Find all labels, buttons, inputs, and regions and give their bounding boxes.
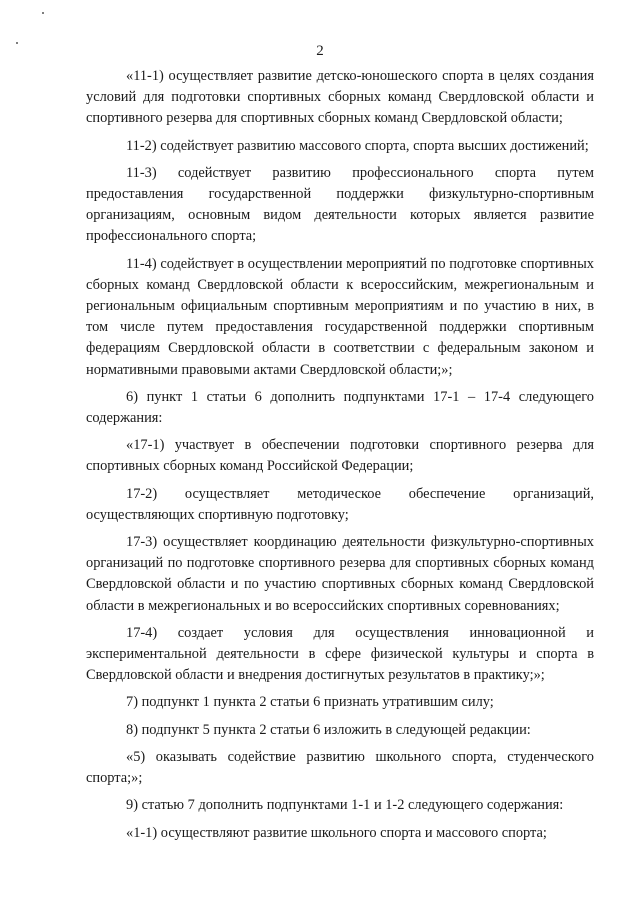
paragraph-17-1: «17-1) участвует в обеспечении подготовки спортивного резерва для спортивных сборных команд Российской Федерации; <box>86 437 594 475</box>
paragraph-11-3: 11-3) содействует развитию профессионального спорта путем предоставления государственной поддержки физкультурно-спортивным организациям, основным видом деятельности которых является развитие профессионального спорта; <box>86 164 594 245</box>
paragraph-item-8: 8) подпункт 5 пункта 2 статьи 6 изложить в следующей редакции: <box>126 721 531 738</box>
paragraph-11-1: «11-1) осуществляет развитие детско-юношеского спорта в целях создания условий для подготовки спортивных сборных команд Свердловской области и спортивного резерва для спортивных сборных команд Свердловской области; <box>86 68 594 127</box>
paragraph-11-4: 11-4) содействует в осуществлении мероприятий по подготовке спортивных сборных команд Свердловской области к всероссийским, межрегиональным и региональным официальным спортивным мероприятиям и по участию в них, в том числе путем предоставления государственной поддержки спортивным федерациям Свердловской области в соответствии с федеральным законом и нормативными правовыми актами Свердловской области;»; <box>86 255 594 378</box>
paragraph-5: «5) оказывать содействие развитию школьного спорта, студенческого спорта;»; <box>86 748 594 787</box>
paragraph-11-2: 11-2) содействует развитию массового спорта, спорта высших достижений; <box>126 137 589 154</box>
paragraph-item-6: 6) пункт 1 статьи 6 дополнить подпунктами 17-1 – 17-4 следующего содержания: <box>86 388 594 427</box>
paragraph-1-1: «1-1) осуществляют развитие школьного спорта и массового спорта; <box>126 824 547 841</box>
paragraph-17-2: 17-2) осуществляет методическое обеспечение организаций, осуществляющих спортивную подготовку; <box>86 485 594 523</box>
document-body <box>86 66 594 850</box>
page-number: 2 <box>316 43 324 59</box>
scan-speck <box>42 12 44 14</box>
paragraph-item-9: 9) статью 7 дополнить подпунктами 1-1 и 1-2 следующего содержания: <box>126 797 564 814</box>
paragraph-17-4: 17-4) создает условия для осуществления инновационной и экспериментальной деятельности в сфере физической культуры и спорта в Свердловской области и внедрения достигнутых результатов в практику;»; <box>86 624 594 684</box>
paragraph-item-7: 7) подпункт 1 пункта 2 статьи 6 признать утратившим силу; <box>126 694 494 711</box>
paragraph-17-3: 17-3) осуществляет координацию деятельности физкультурно-спортивных организаций по подготовке спортивного резерва для спортивных сборных команд Свердловской области и по участию спортивных сборных команд Свердловской области в межрегиональных и во всероссийских спортивных соревнованиях; <box>86 534 594 614</box>
